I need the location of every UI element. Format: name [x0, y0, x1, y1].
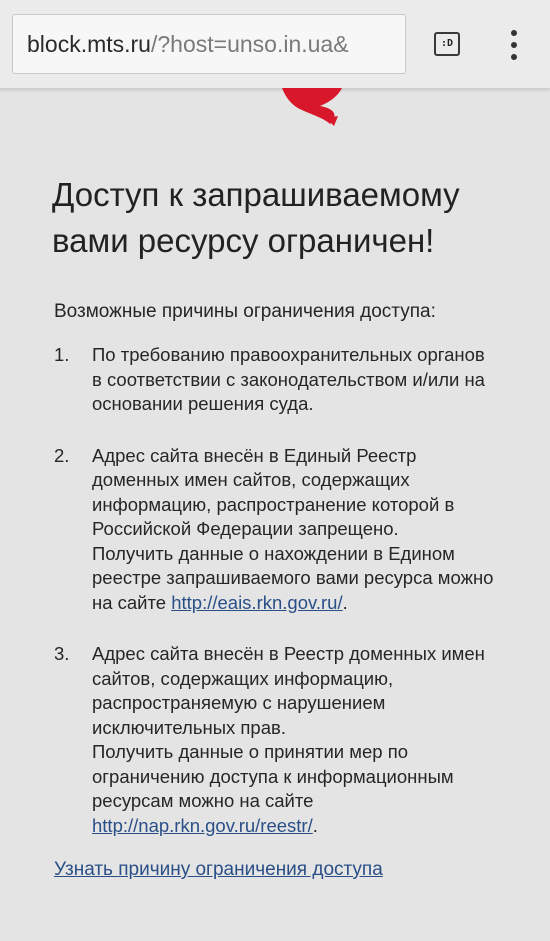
link-suffix: . — [342, 591, 348, 613]
reader-mode-icon[interactable]: :D — [434, 32, 460, 56]
reason-line: Адрес сайта внесён в Единый Реестр — [92, 444, 417, 466]
reason-line: По требованию правоохранительных органов — [92, 344, 485, 365]
title-line: вами ресурсу ограничен! — [52, 222, 435, 259]
mts-logo-brush-icon — [280, 88, 360, 128]
reason-line: в соответствии с законодательством и/или на — [92, 368, 485, 390]
list-number: 1. — [54, 344, 70, 365]
reason-line: сайтов, содержащих информацию, — [92, 667, 394, 689]
list-item — [54, 642, 524, 838]
menu-dot — [511, 54, 517, 60]
find-reason-link[interactable]: Узнать причину ограничения доступа — [54, 859, 383, 880]
reason-line: Получить данные о нахождении в Едином — [92, 542, 455, 564]
menu-dot — [511, 30, 517, 36]
list-item — [54, 444, 524, 616]
reason-line: информацию, распространение которой в — [92, 493, 455, 515]
title-line: Доступ к запрашиваемому — [52, 176, 460, 213]
eais-link[interactable]: http://eais.rkn.gov.ru/ — [171, 591, 343, 613]
reason-line: Адрес сайта внесён в Реестр доменных имен — [92, 643, 485, 664]
reason-line: Получить данные о принятии мер по — [92, 741, 409, 762]
link-suffix: . — [312, 814, 318, 836]
reason-line: ограничению доступа к информационным — [92, 765, 454, 787]
list-item — [54, 343, 524, 417]
reason-line: доменных имен сайтов, содержащих — [92, 469, 410, 490]
reason-line: основании решения суда. — [92, 393, 314, 414]
reason-line: исключительных прав. — [92, 716, 286, 738]
url-query: /?host=unso.in.ua& — [150, 31, 349, 57]
url-host: block.mts.ru — [27, 31, 151, 57]
reason-line: распространяемую с нарушением — [92, 692, 386, 713]
reason-line: ресурсам можно на сайте — [92, 790, 314, 811]
reason-line: реестре запрашиваемого вами ресурса можно — [92, 567, 494, 588]
reason-line: на сайте — [92, 591, 172, 613]
overflow-menu-icon[interactable] — [502, 30, 526, 60]
page-title — [52, 172, 522, 264]
address-bar[interactable] — [12, 14, 406, 74]
reasons-heading: Возможные причины ограничения доступа: — [54, 301, 436, 322]
browser-toolbar — [0, 0, 550, 89]
reason-line: Российской Федерации запрещено. — [92, 518, 399, 539]
nap-registry-link[interactable]: http://nap.rkn.gov.ru/reestr/ — [92, 814, 313, 836]
menu-dot — [511, 42, 517, 48]
reasons-list — [54, 343, 524, 865]
list-number: 3. — [54, 643, 70, 664]
list-number: 2. — [54, 444, 70, 466]
